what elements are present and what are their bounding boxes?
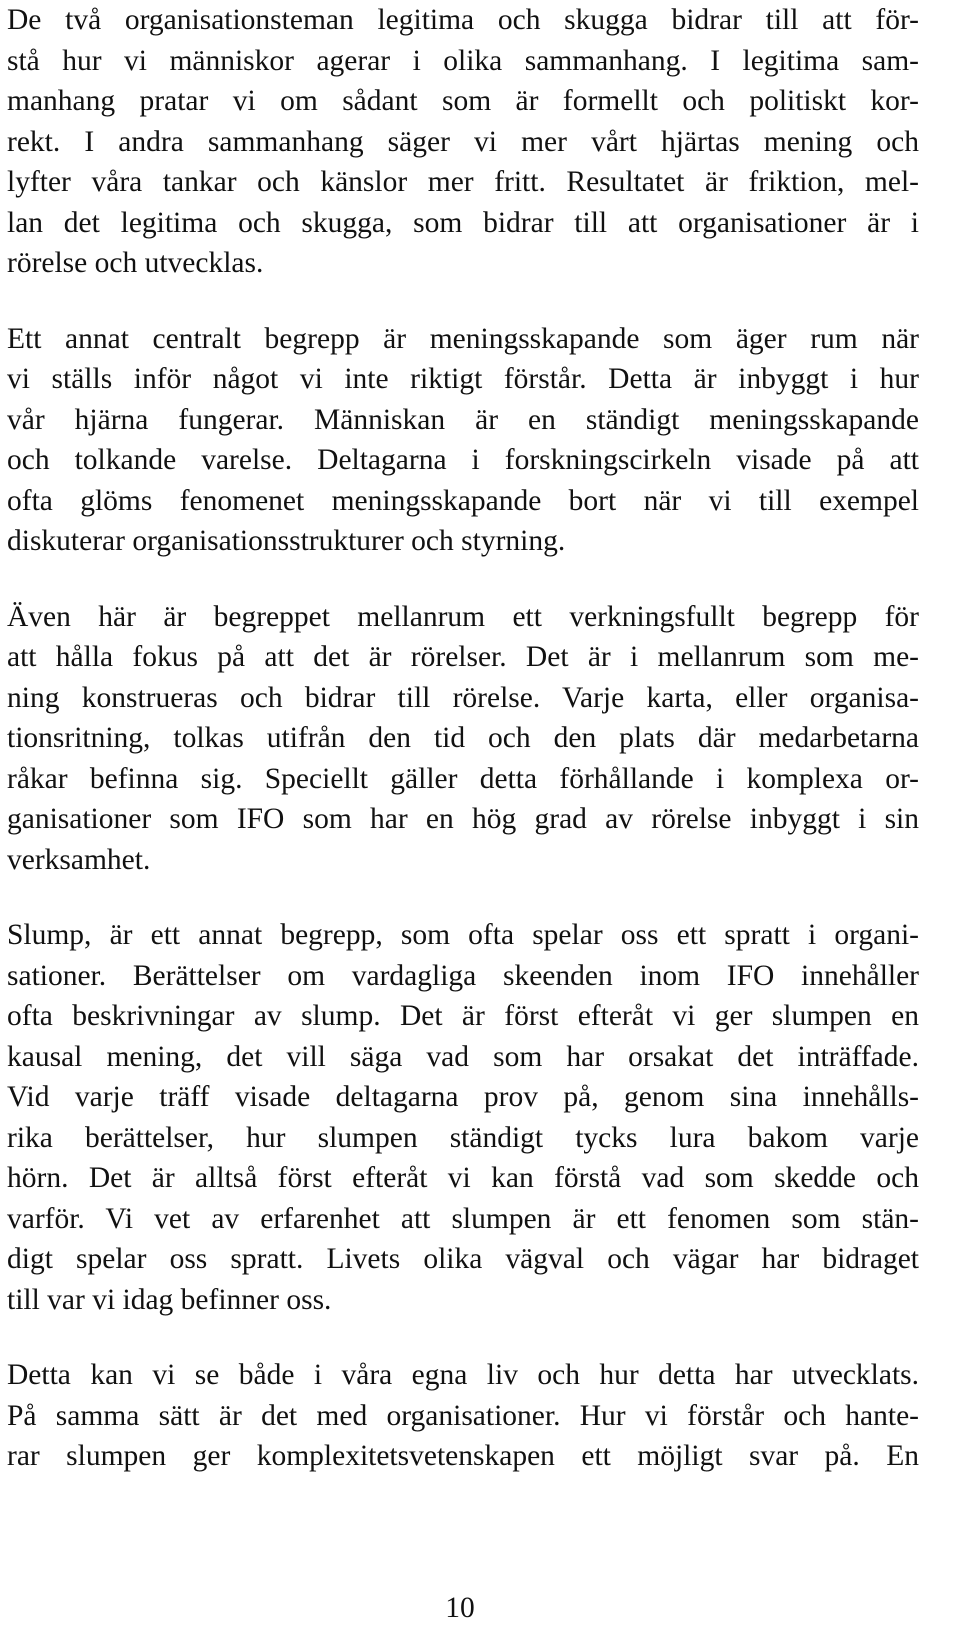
text-line: varför. Vi vet av erfarenhet att slumpen är ett fenomen som stän-: [7, 1202, 919, 1235]
text-line: verksamhet.: [7, 843, 151, 876]
paragraph: [7, 915, 919, 1320]
text-line: vår hjärna fungerar. Människan är en ständigt meningsskapande: [7, 403, 919, 436]
text-line: ofta beskrivningar av slump. Det är först efteråt vi ger slumpen en: [7, 1000, 919, 1032]
text-line: till var vi idag befinner oss.: [7, 1283, 332, 1316]
text-line: hörn. Det är alltså först efteråt vi kan förstå vad som skedde och: [7, 1162, 919, 1194]
text-line: rar slumpen ger komplexitetsvetenskapen ett möjligt svar på. En: [7, 1440, 919, 1472]
text-line: rörelse och utvecklas.: [7, 247, 264, 279]
text-line: råkar befinna sig. Speciellt gäller detta förhållande i komplexa or-: [7, 762, 919, 795]
text-line: Ett annat centralt begrepp är meningsskapande som äger rum när: [7, 322, 919, 355]
paragraph-gap: [7, 1320, 919, 1355]
text-line: Slump, är ett annat begrepp, som ofta spelar oss ett spratt i organi-: [7, 919, 919, 951]
page-number: 10: [445, 1592, 475, 1624]
text-line: ning konstrueras och bidrar till rörelse. Varje karta, eller organisa-: [7, 681, 919, 714]
document-page: [7, 0, 919, 1477]
text-line: De två organisationsteman legitima och skugga bidrar till att för-: [7, 4, 919, 36]
text-line: Vid varje träff visade deltagarna prov på, genom sina innehålls-: [7, 1081, 919, 1113]
text-line: tionsritning, tolkas utifrån den tid och den plats där medarbetarna: [7, 722, 919, 754]
text-line: sationer. Berättelser om vardagliga skeenden inom IFO innehåller: [7, 959, 919, 992]
text-line: Även här är begreppet mellanrum ett verkningsfullt begrepp för: [7, 600, 919, 633]
text-line: manhang pratar vi om sådant som är formellt och politiskt kor-: [7, 85, 919, 117]
text-line: lan det legitima och skugga, som bidrar till att organisationer är i: [7, 206, 919, 239]
paragraph: [7, 597, 919, 881]
text-line: På samma sätt är det med organisationer. Hur vi förstår och hante-: [7, 1399, 919, 1432]
text-line: Detta kan vi se både i våra egna liv och hur detta har utvecklats.: [7, 1359, 919, 1391]
text-line: kausal mening, det vill säga vad som har orsakat det inträffade.: [7, 1040, 919, 1073]
paragraph: [7, 0, 919, 284]
text-line: stå hur vi människor agerar i olika sammanhang. I legitima sam-: [7, 44, 919, 77]
text-line: ofta glöms fenomenet meningsskapande bort när vi till exempel: [7, 484, 919, 517]
paragraph-gap: [7, 562, 919, 597]
paragraph: [7, 1355, 919, 1477]
paragraph-gap: [7, 880, 919, 915]
text-line: och tolkande varelse. Deltagarna i forskningscirkeln visade på att: [7, 444, 919, 476]
text-line: lyfter våra tankar och känslor mer fritt. Resultatet är friktion, mel-: [7, 166, 919, 198]
text-line: diskuterar organisationsstrukturer och styrning.: [7, 525, 566, 557]
text-line: rika berättelser, hur slumpen ständigt tycks lura bakom varje: [7, 1121, 919, 1154]
text-line: rekt. I andra sammanhang säger vi mer vårt hjärtas mening och: [7, 125, 919, 158]
text-line: digt spelar oss spratt. Livets olika vägval och vägar har bidraget: [7, 1243, 919, 1275]
text-line: att hålla fokus på att det är rörelser. Det är i mellanrum som me-: [7, 641, 919, 673]
text-line: vi ställs inför något vi inte riktigt förstår. Detta är inbyggt i hur: [7, 363, 919, 395]
paragraph: [7, 319, 919, 562]
text-line: ganisationer som IFO som har en hög grad av rörelse inbyggt i sin: [7, 803, 919, 835]
paragraph-gap: [7, 284, 919, 319]
